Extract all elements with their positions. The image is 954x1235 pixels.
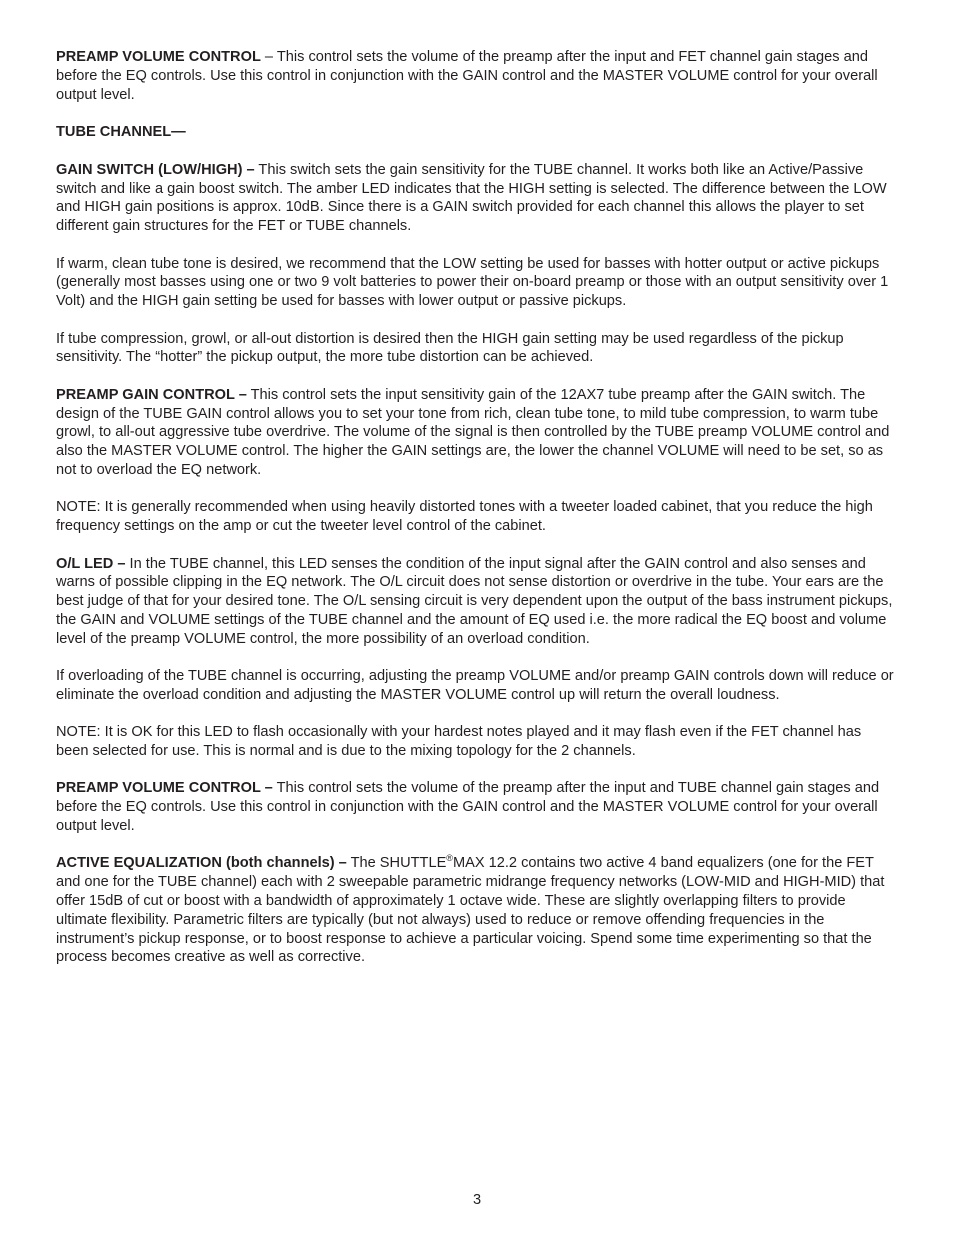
registered-mark: ® [446,853,453,864]
active-eq-text-a: The SHUTTLE [346,855,447,872]
tube-compression-paragraph: If tube compression, growl, or all-out distortion is desired then the HIGH gain setting may be used regardless of the pickup sensitivity. The “hotter” the pickup output, the more tube distortion can be achieved. [56,330,844,366]
gain-switch-term: GAIN SWITCH (LOW/HIGH) – [56,161,255,178]
ol-led-text: In the TUBE channel, this LED senses the condition of the input signal after the GAIN control and also senses and warns of possible clipping in the EQ network. The O/L circuit does not sense distortion or overdrive in the tube. Your ears are the best judge of that for your desired tone. The O/L sensing circuit is very dependent upon the output of the bass instrument pickups, the GAIN and VOLUME settings of the TUBE channel and the amount of EQ used i.e. the more radical the EQ boost and volume level of the preamp VOLUME control, the more possibility of an overload condition. [56,555,893,647]
page-number: 3 [472,1192,482,1208]
overload-paragraph: If overloading of the TUBE channel is occurring, adjusting the preamp VOLUME and/or preamp GAIN controls down will reduce or eliminate the overload condition and adjusting the MASTER VOLUME control up will return the overall loudness. [56,668,894,703]
active-eq-text-b: MAX 12.2 contains two active 4 band equalizers (one for the FET and one for the TUBE channel) each with 2 sweepable parametric midrange frequency networks (LOW-MID and HIGH-MID) that offer 15dB of cut or boost with a bandwidth of approximately 1 octave wide. These are slightly overlapping filters to provide ultimate flexibility. Parametric filters are typically (but not always) used to reduce or remove offending frequencies in the instrument’s pickup response, or to boost response to achieve a particular voicing. Spend some time experimenting so that the process becomes creative as well as corrective. [56,855,885,966]
active-eq-paragraph [56,854,896,967]
manual-page-body [56,48,896,986]
preamp-volume-fet-term: PREAMP VOLUME CONTROL [56,49,261,65]
preamp-volume-fet-text: – This control sets the volume of the preamp after the input and FET channel gain stages and before the EQ controls. Use this control in conjunction with the GAIN control and the MASTER VOLUME control for your overall output level. [56,49,878,103]
preamp-gain-paragraph [56,386,896,480]
gain-switch-text: This switch sets the gain sensitivity for the TUBE channel. It works both like an Active/Passive switch and like a gain boost switch. The amber LED indicates that the HIGH setting is selected. The difference between the LOW and HIGH gain positions is approx. 10dB. Since there is a GAIN switch provided for each channel this allows the player to set different gain structures for the FET or TUBE channels. [56,161,887,235]
ol-led-term: O/L LED – [56,555,126,572]
ol-led-paragraph [56,555,896,649]
tube-channel-heading: TUBE CHANNEL— [56,123,186,140]
preamp-gain-term: PREAMP GAIN CONTROL – [56,386,247,403]
active-eq-term: ACTIVE EQUALIZATION (both channels) – [56,855,347,872]
clean-tube-tone-paragraph: If warm, clean tube tone is desired, we recommend that the LOW setting be used for basses with hotter output or active pickups (generally most basses using one or two 9 volt batteries to power their on-board preamp or those with an output sensitivity over 1 Volt) and the HIGH gain setting be used for basses with lower output or passive pickups. [56,255,889,310]
tweeter-note-paragraph: NOTE: It is generally recommended when using heavily distorted tones with a tweeter loaded cabinet, that you reduce the high frequency settings on the amp or cut the tweeter level control of the cabinet. [56,499,873,535]
gain-switch-paragraph [56,161,896,236]
led-flash-note-paragraph: NOTE: It is OK for this LED to flash occasionally with your hardest notes played and it may flash even if the FET channel has been selected for use. This is normal and is due to the mixing topology for the 2 channels. [56,724,862,760]
preamp-volume-tube-paragraph [56,779,896,835]
preamp-volume-fet-paragraph [56,48,896,104]
preamp-gain-text: This control sets the input sensitivity gain of the 12AX7 tube preamp after the GAIN switch. The design of the TUBE GAIN control allows you to set your tone from rich, clean tube tone, to mild tube compression, to warm tube growl, to all-out aggressive tube overdrive. The volume of the signal is then controlled by the TUBE preamp VOLUME control and also the MASTER VOLUME control. The higher the GAIN settings are, the lower the channel VOLUME will need to be set, so as not to overload the EQ network. [56,386,890,478]
preamp-volume-tube-text: This control sets the volume of the preamp after the input and TUBE channel gain stages and before the EQ controls. Use this control in conjunction with the GAIN control and the MASTER VOLUME control for your overall output level. [56,780,880,835]
preamp-volume-tube-term: PREAMP VOLUME CONTROL – [56,780,273,797]
